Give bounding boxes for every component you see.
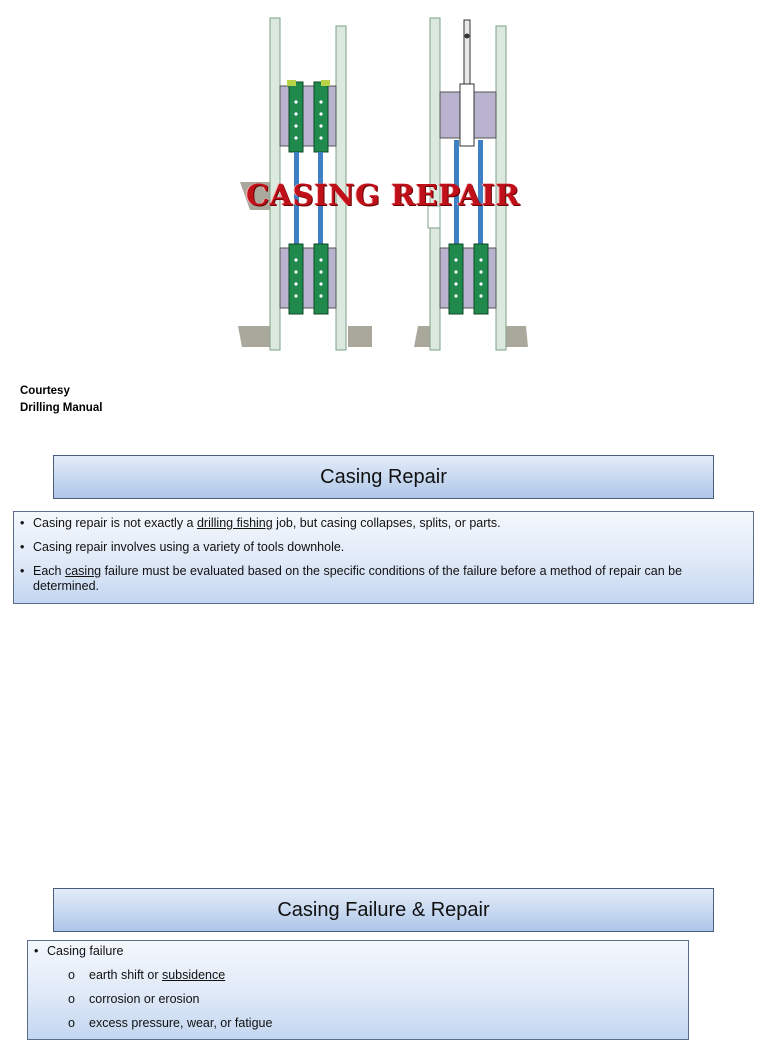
subsidence-link[interactable]: subsidence bbox=[161, 968, 226, 982]
section-heading-casing-failure-repair: Casing Failure & Repair bbox=[53, 888, 714, 932]
illustration-overlay-title: CASING REPAIR bbox=[245, 178, 521, 212]
left-upper-slip-left bbox=[289, 82, 303, 152]
bullet-text: Casing failure bbox=[47, 944, 124, 958]
sub-list-item bbox=[28, 992, 680, 1007]
bullet-text: Each bbox=[33, 564, 65, 578]
left-upper-cap-left bbox=[287, 80, 296, 86]
sub-bullet-glyph: o bbox=[68, 1016, 75, 1030]
courtesy-source: Drilling Manual bbox=[20, 402, 103, 414]
casing-link[interactable]: casing bbox=[64, 564, 102, 578]
sub-bullet-glyph: o bbox=[68, 992, 75, 1006]
section-heading-casing-repair: Casing Repair bbox=[53, 455, 714, 499]
list-item bbox=[14, 516, 745, 531]
ground-slab-right-end bbox=[506, 326, 528, 347]
bullet-text: job, but casing collapses, splits, or parts. bbox=[272, 516, 501, 530]
list-item bbox=[14, 540, 745, 555]
right-lower-slip-right bbox=[474, 244, 488, 314]
right-upper-mandrel bbox=[460, 84, 474, 146]
list-item bbox=[28, 944, 680, 959]
casing-failure-bullets bbox=[27, 940, 689, 1040]
courtesy-credit bbox=[20, 383, 102, 417]
right-rod-joint-top bbox=[465, 34, 470, 39]
left-upper-cap-right bbox=[321, 80, 330, 86]
bullet-text: Casing repair is not exactly a bbox=[33, 516, 197, 530]
sub-item-text: earth shift or bbox=[89, 968, 162, 982]
bullet-glyph: • bbox=[20, 540, 25, 554]
bullet-glyph: • bbox=[34, 944, 39, 958]
bullet-glyph: • bbox=[20, 564, 25, 578]
bullet-text: failure must be evaluated based on the specific conditions of the failure before a method of repair can be determined. bbox=[33, 564, 683, 593]
right-lower-slip-left bbox=[449, 244, 463, 314]
left-upper-slip-right bbox=[314, 82, 328, 152]
left-lower-slip-right bbox=[314, 244, 328, 314]
casing-repair-bullets bbox=[13, 511, 754, 604]
bullet-glyph: • bbox=[20, 516, 25, 530]
bullet-text: Casing repair involves using a variety of tools downhole. bbox=[33, 540, 345, 554]
courtesy-label: Courtesy bbox=[20, 385, 70, 397]
sub-item-text: corrosion or erosion bbox=[89, 992, 200, 1006]
list-item bbox=[14, 564, 745, 594]
sub-list-item bbox=[28, 968, 680, 983]
sub-bullet-glyph: o bbox=[68, 968, 75, 982]
drilling-fishing-link[interactable]: drilling fishing bbox=[196, 516, 273, 530]
sub-item-text: excess pressure, wear, or fatigue bbox=[89, 1016, 273, 1030]
ground-slab-center-bottom bbox=[348, 326, 372, 347]
left-lower-slip-left bbox=[289, 244, 303, 314]
